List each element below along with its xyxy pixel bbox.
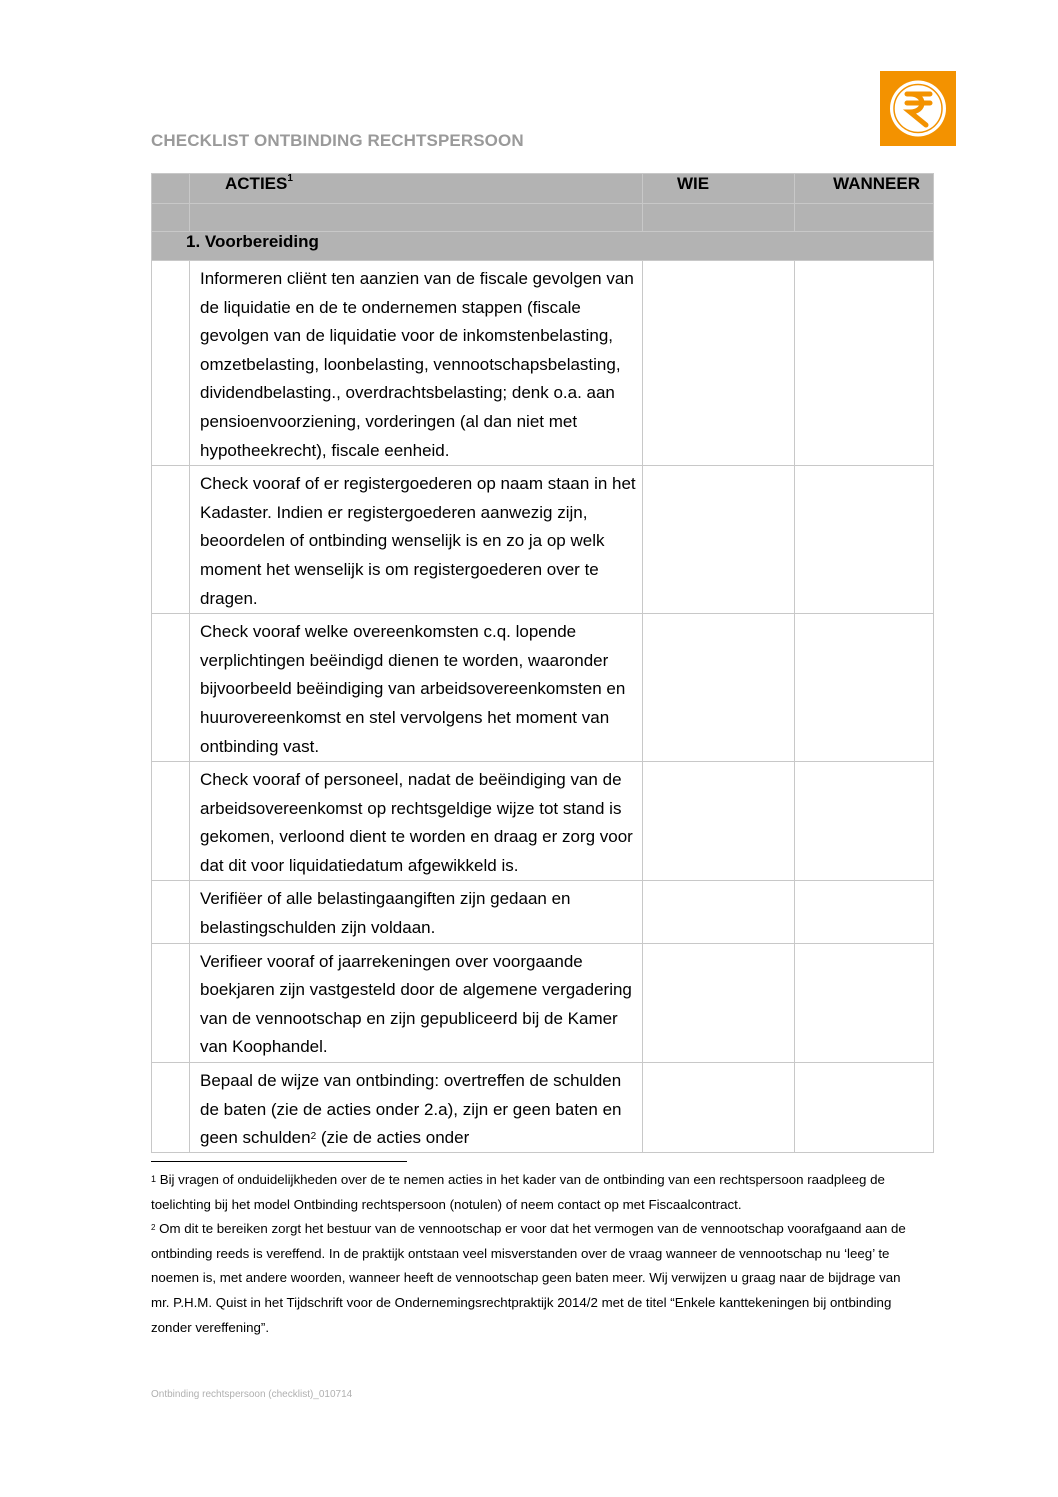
- header-wie: WIE: [643, 174, 795, 204]
- footnote-mark: 1: [151, 1174, 157, 1184]
- action-cell: Check vooraf of personeel, nadat de beëindiging van de arbeidsovereenkomst op rechtsgeldige wijze tot stand is gekomen, verloond dient te worden en draag er zorg voor dat dit voor liquidatiedatum afgewikkeld is.: [190, 762, 643, 881]
- logo: [880, 71, 956, 146]
- wanneer-cell[interactable]: [795, 943, 934, 1062]
- header-row: [152, 174, 934, 204]
- section-fill: [643, 232, 934, 261]
- checklist-table: [151, 173, 934, 1153]
- footnote-2: [151, 1217, 921, 1340]
- wanneer-cell[interactable]: [795, 1063, 934, 1153]
- spacer-cell: [190, 204, 643, 232]
- table-row: [152, 1063, 934, 1153]
- spacer-cell: [152, 204, 190, 232]
- wie-cell[interactable]: [643, 943, 795, 1062]
- spacer-cell: [795, 204, 934, 232]
- table-row: [152, 466, 934, 614]
- wie-cell[interactable]: [643, 881, 795, 943]
- wie-cell[interactable]: [643, 762, 795, 881]
- wie-cell[interactable]: [643, 466, 795, 614]
- row-number-cell: [152, 943, 190, 1062]
- header-acties-label: ACTIES: [225, 174, 288, 193]
- action-text: Bepaal de wijze van ontbinding: overtreffen de schulden de baten (zie de acties onder 2.a), zijn er geen baten en geen schulden: [200, 1071, 622, 1148]
- header-spacer-row: [152, 204, 934, 232]
- wanneer-cell[interactable]: [795, 881, 934, 943]
- wanneer-cell[interactable]: [795, 614, 934, 762]
- footnote-1: [151, 1168, 921, 1217]
- action-cell: Check vooraf welke overeenkomsten c.q. lopende verplichtingen beëindigd dienen te worden, waaronder bijvoorbeeld beëindiging van arbeidsovereenkomsten en huurovereenkomst en stel vervolgens het moment van ontbinding vast.: [190, 614, 643, 762]
- spacer-cell: [643, 204, 795, 232]
- row-number-cell: [152, 1063, 190, 1153]
- wie-cell[interactable]: [643, 261, 795, 466]
- footnote-mark: 2: [151, 1223, 156, 1233]
- section-row: [152, 232, 934, 261]
- rupee-coin-icon: [880, 71, 956, 146]
- row-number-cell: [152, 614, 190, 762]
- page-title: CHECKLIST ONTBINDING RECHTSPERSOON: [151, 131, 524, 150]
- section-title: 1. Voorbereiding: [152, 232, 643, 261]
- row-number-cell: [152, 881, 190, 943]
- action-cell: Verifiëer of alle belastingaangiften zijn gedaan en belastingschulden zijn voldaan.: [190, 881, 643, 943]
- header-wanneer: WANNEER: [795, 174, 934, 204]
- action-cell: Informeren cliënt ten aanzien van de fiscale gevolgen van de liquidatie en de te ondernemen stappen (fiscale gevolgen van de liquidatie voor de inkomstenbelasting, omzetbelasting, loonbelasting, vennootschapsbelasting, dividendbelasting., overdrachtsbelasting; denk o.a. aan pensioenvoorziening, vorderingen (al dan niet met hypotheekrecht), fiscale eenheid.: [190, 261, 643, 466]
- action-cell: Check vooraf of er registergoederen op naam staan in het Kadaster. Indien er registergoederen aanwezig zijn, beoordelen of ontbinding wenselijk is en zo ja op welk moment het wenselijk is om registergoederen over te dragen.: [190, 466, 643, 614]
- header-number-cell: [152, 174, 190, 204]
- wie-cell[interactable]: [643, 1063, 795, 1153]
- row-number-cell: [152, 466, 190, 614]
- table-row: [152, 762, 934, 881]
- footnote-ref-1[interactable]: 1: [287, 173, 293, 184]
- footnote-text: Bij vragen of onduidelijkheden over de te nemen acties in het kader van de ontbinding van een rechtspersoon raadpleeg de toelichting bij het model Ontbinding rechtspersoon (notulen) of neem contact op met Fiscaalcontract.: [151, 1172, 885, 1212]
- action-text-continued: (zie de acties onder: [316, 1128, 470, 1148]
- table-row: [152, 614, 934, 762]
- footnote-ref-2[interactable]: 2: [310, 1131, 317, 1143]
- footnotes: [151, 1168, 921, 1340]
- footnote-divider: [151, 1161, 407, 1162]
- wanneer-cell[interactable]: [795, 466, 934, 614]
- action-cell: [190, 1063, 643, 1153]
- row-number-cell: [152, 762, 190, 881]
- action-cell: Verifieer vooraf of jaarrekeningen over voorgaande boekjaren zijn vastgesteld door de algemene vergadering van de vennootschap en zijn gepubliceerd bij de Kamer van Koophandel.: [190, 943, 643, 1062]
- table-row: [152, 261, 934, 466]
- row-number-cell: [152, 261, 190, 466]
- page-footer: Ontbinding rechtspersoon (checklist)_010714: [151, 1389, 353, 1400]
- header-acties: [190, 174, 643, 204]
- action-cell-clip: [200, 1067, 636, 1152]
- table-row: [152, 943, 934, 1062]
- table-row: [152, 881, 934, 943]
- wanneer-cell[interactable]: [795, 261, 934, 466]
- wanneer-cell[interactable]: [795, 762, 934, 881]
- footnote-text: Om dit te bereiken zorgt het bestuur van de vennootschap er voor dat het vermogen van de vennootschap voorafgaand aan de ontbinding reeds is vereffend. In de praktijk ontstaan veel misverstanden over de vraag wanneer de vennootschap nu ‘leeg’ te noemen is, met andere woorden, wanneer heeft de vennootschap geen baten meer. Wij verwijzen u graag naar de bijdrage van mr. P.H.M. Quist in het Tijdschrift voor de Ondernemingsrechtpraktijk 2014/2 met de titel “Enkele kanttekeningen bij ontbinding zonder vereffening”.: [151, 1221, 906, 1335]
- wie-cell[interactable]: [643, 614, 795, 762]
